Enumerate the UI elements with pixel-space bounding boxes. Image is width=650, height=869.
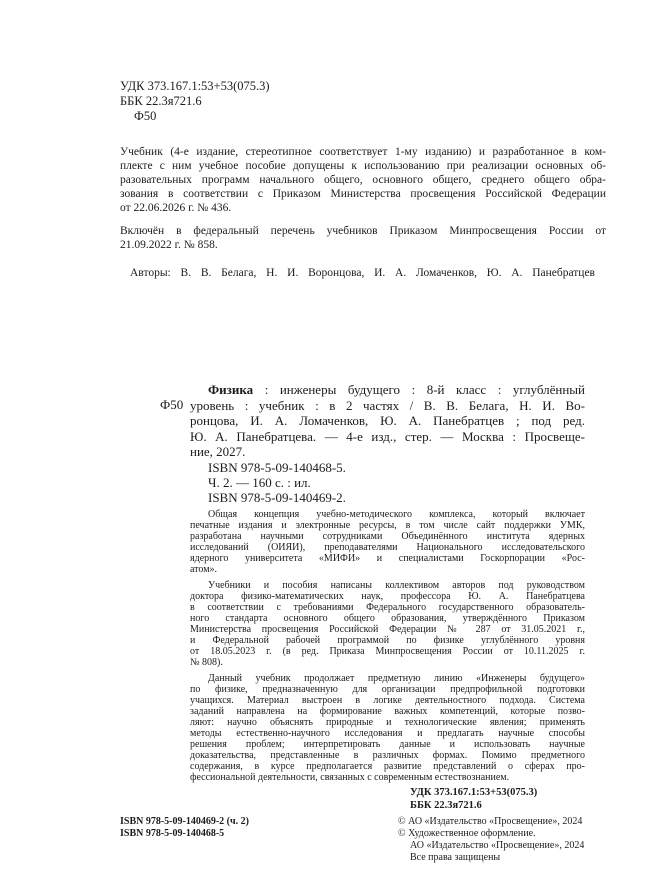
annotation-line: ного стандарта основного общего образования, утверждённого Приказом	[190, 613, 585, 624]
catalog-title-rest: : инженеры будущего : 8-й класс : углублённый	[253, 382, 585, 397]
federal-list-line: Включён в федеральный перечень учебников Приказом Минпросвещения России от	[120, 225, 606, 237]
annotation-line: содержания, в курсе предполагается развитие представлений о сферах про-	[190, 761, 585, 772]
bottom-classification	[410, 786, 537, 812]
annotation-line: заданий направлена на формирование важных компетенций, которые позво-	[190, 706, 585, 717]
catalog-line: ронцова, И. А. Ломаченков, Ю. А. Панебратцев ; под ред.	[190, 413, 585, 428]
approval-line: плекте с ним учебное пособие допущены к использованию при реализации основных об-	[120, 160, 606, 172]
approval-paragraph	[120, 145, 606, 215]
annotation-line: атом».	[190, 564, 218, 575]
annotation-line: Общая концепция учебно-методического комплекса, который включает	[208, 509, 585, 520]
catalog-isbn-line: ISBN 978-5-09-140469-2.	[208, 490, 346, 505]
catalog-entry	[190, 382, 585, 460]
footer-isbn-block	[120, 816, 249, 840]
catalog-line	[190, 382, 585, 398]
catalog-author-mark: Ф50	[160, 397, 184, 412]
footer-isbn-line: ISBN 978-5-09-140469-2 (ч. 2)	[120, 816, 249, 827]
annotation-line: ляют: научно объяснять природные и технологические явления; применять	[190, 717, 585, 728]
annotation-line: учащихся. Материал выстроен в логике деятельностного подхода. Система	[190, 695, 585, 706]
federal-list-line: 21.09.2022 г. № 858.	[120, 239, 218, 251]
annotation-line: доказательства, представленные в различных формах. Помимо предметного	[190, 750, 585, 761]
annotation-paragraph	[190, 580, 585, 668]
annotation-line: ядерного университета «МИФИ» и специалистами Госкорпорации «Рос-	[190, 553, 585, 564]
approval-line: зования в соответствии с Приказом Министерства просвещения Российской Федерации	[120, 188, 606, 200]
approval-line: разовательных программ начального общего, основного общего, среднего общего обра-	[120, 174, 606, 186]
annotation	[190, 509, 585, 788]
copyright-line: Все права защищены	[410, 852, 501, 863]
catalog-line: ние, 2027.	[190, 444, 246, 459]
annotation-line: Данный учебник продолжает предметную линию «Инженеры будущего»	[208, 673, 585, 684]
annotation-line: Учебники и пособия написаны коллективом авторов под руководством	[208, 580, 585, 591]
footer-copyright-block	[398, 816, 584, 864]
annotation-line: фессиональной деятельности, связанных с современным естествознанием.	[190, 772, 510, 783]
catalog-isbn-line: Ч. 2. — 160 с. : ил.	[208, 475, 311, 490]
federal-list-paragraph	[120, 224, 606, 252]
authors-line: Авторы: В. В. Белага, Н. И. Воронцова, И. А. Ломаченков, Ю. А. Панебратцев	[130, 267, 595, 279]
approval-line: Учебник (4-е издание, стереотипное соответствует 1-му изданию) и разработанное в ком-	[120, 146, 606, 158]
header-author-mark: Ф50	[134, 109, 157, 123]
annotation-line: Министерства просвещения Российской Федерации № 287 от 31.05.2021 г.,	[190, 624, 585, 635]
catalog-lines	[190, 398, 585, 460]
annotation-line: печатные издания и электронные ресурсы, в том числе сайт поддержки УМК,	[190, 520, 585, 531]
copyright-line: © Художественное оформление.	[398, 828, 536, 839]
annotation-paragraph	[190, 673, 585, 783]
catalog-line: уровень : учебник : в 2 частях / В. В. Белага, Н. И. Во-	[190, 397, 585, 413]
footer-isbn-line: ISBN 978-5-09-140468-5	[120, 828, 225, 839]
approval-line: от 22.06.2026 г. № 436.	[120, 202, 232, 214]
annotation-line: № 808).	[190, 657, 223, 668]
catalog-isbn-line: ISBN 978-5-09-140468-5.	[208, 460, 346, 475]
annotation-line: разработана научными сотрудниками Объединённого института ядерных	[190, 531, 585, 542]
annotation-paragraph	[190, 509, 585, 575]
annotation-line: и Федеральной рабочей программой по физике углублённого уровня	[190, 635, 585, 646]
header-udc: УДК 373.167.1:53+53(075.3)	[120, 79, 270, 93]
annotation-line: доктора физико-математических наук, профессора Ю. А. Панебратцева	[190, 591, 585, 602]
catalog-title: Физика	[208, 382, 254, 397]
annotation-line: от 18.05.2023 г. (в ред. Приказа Минпросвещения России от 10.11.2025 г.	[190, 646, 585, 657]
bottom-bbk: ББК 22.3я721.6	[410, 800, 482, 811]
annotation-line: по физике, предназначенную для организации предпрофильной подготовки	[190, 684, 585, 695]
copyright-line: АО «Издательство «Просвещение», 2024	[410, 840, 585, 851]
bottom-udc: УДК 373.167.1:53+53(075.3)	[410, 787, 538, 798]
header-classification	[120, 79, 270, 124]
annotation-line: в соответствии с требованиями Федерального государственного образователь-	[190, 602, 585, 613]
annotation-line: исследований (ОИЯИ), преподавателями Национального исследовательского	[190, 542, 585, 553]
header-bbk: ББК 22.3я721.6	[120, 94, 202, 108]
catalog-line: Ю. А. Панебратцева. — 4-е изд., стер. — Москва : Просвеще-	[190, 428, 585, 444]
copyright-line: © АО «Издательство «Просвещение», 2024	[398, 816, 583, 827]
annotation-line: решения проблем; интерпретировать данные и использовать научные	[190, 739, 585, 750]
catalog-isbn-block	[208, 460, 346, 505]
annotation-line: методы естественно-научного исследования и предлагать научные способы	[190, 728, 585, 739]
